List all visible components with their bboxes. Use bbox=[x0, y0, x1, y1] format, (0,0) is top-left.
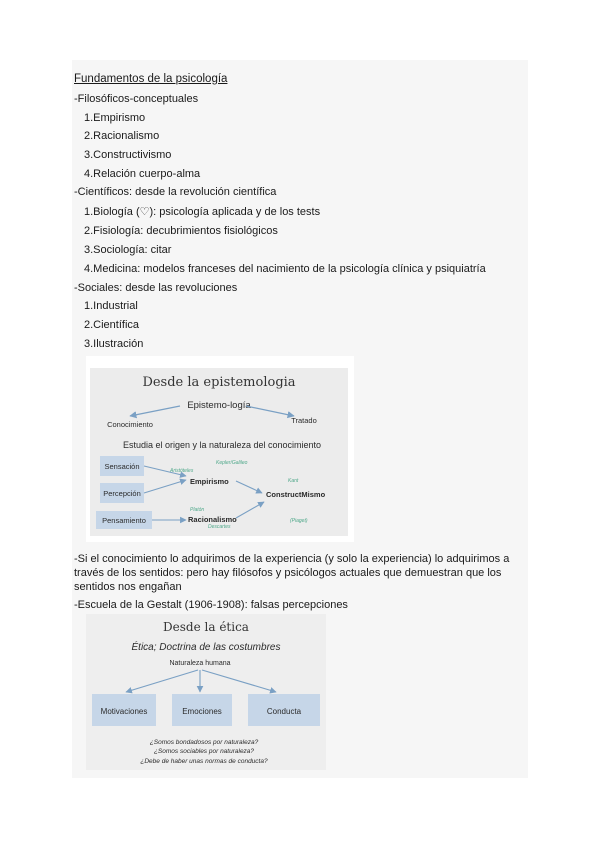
list-item: 4.Relación cuerpo-alma bbox=[84, 168, 201, 180]
list-item: 3.Constructivismo bbox=[84, 149, 172, 161]
box-percepcion-label: Percepción bbox=[103, 489, 141, 498]
figure2-title: Desde la ética bbox=[163, 620, 249, 634]
list-item: 1.Industrial bbox=[84, 300, 138, 312]
figure2-subtitle: Ética; Doctrina de las costumbres bbox=[131, 642, 281, 653]
list-item: 3.Sociología: citar bbox=[84, 244, 172, 256]
doc-title: Fundamentos de la psicología bbox=[74, 73, 228, 85]
note-kant: Kant bbox=[288, 478, 299, 484]
paragraph-gestalt: -Escuela de la Gestalt (1906-1908): falsas percepciones bbox=[74, 599, 348, 611]
section-heading-cientificos: -Científicos: desde la revolución científica bbox=[74, 186, 277, 198]
question-bondadosos: ¿Somos bondadosos por naturaleza? bbox=[149, 739, 259, 746]
node-racionalismo: Racionalismo bbox=[188, 515, 237, 524]
box-emociones-label: Emociones bbox=[182, 707, 222, 716]
epistemology-diagram bbox=[86, 356, 354, 542]
list-item: 4.Medicina: modelos franceses del nacimiento de la psicología clínica y psiquiatría bbox=[84, 263, 486, 275]
node-empirismo: Empirismo bbox=[190, 477, 229, 486]
figure2-center: Naturaleza humana bbox=[169, 660, 231, 667]
list-item: 2.Científica bbox=[84, 319, 140, 331]
box-sensacion-label: Sensación bbox=[104, 462, 140, 471]
figure1-title: Desde la epistemologia bbox=[142, 375, 296, 390]
list-item: 1.Biología (♡): psicología aplicada y de los tests bbox=[84, 206, 321, 218]
question-sociables: ¿Somos sociables por naturaleza? bbox=[153, 748, 255, 755]
note-kepler: Kepler/Galileo bbox=[216, 460, 248, 466]
section-heading-filosoficos: -Filosóficos-conceptuales bbox=[74, 93, 199, 105]
note-platon: Platón bbox=[190, 507, 205, 513]
note-aristoteles: Aristóteles bbox=[170, 468, 194, 474]
note-descartes: Descartes bbox=[208, 524, 231, 530]
node-constructivismo: ConstructMismo bbox=[266, 490, 326, 499]
figure1-center: Epistemo-logía bbox=[187, 400, 251, 411]
question-normas: ¿Debe de haber unas normas de conducta? bbox=[140, 758, 268, 765]
list-item: 2.Fisiología: decubrimientos fisiológicos bbox=[84, 225, 278, 237]
section-heading-sociales: -Sociales: desde las revoluciones bbox=[74, 282, 238, 294]
figure1-subtitle: Estudia el origen y la naturaleza del conocimiento bbox=[122, 440, 322, 450]
list-item: 2.Racionalismo bbox=[84, 130, 160, 142]
ethics-diagram bbox=[86, 614, 326, 770]
note-piaget: (Piaget) bbox=[290, 518, 308, 524]
figure1-right: Tratado bbox=[291, 416, 317, 425]
box-pensamiento-label: Pensamiento bbox=[102, 516, 146, 525]
list-item: 3.Ilustración bbox=[84, 338, 144, 350]
box-conducta-label: Conducta bbox=[266, 707, 302, 716]
paragraph-experiencia: -Si el conocimiento lo adquirimos de la experiencia (y solo la experiencia) lo adquirimos a través de los sentidos: pero hay filósofos y psicólogos actuales que demuestran que los sentidos nos engañan bbox=[74, 553, 510, 593]
figure1-left: Conocimiento bbox=[107, 420, 153, 429]
list-item: 1.Empirismo bbox=[84, 112, 146, 124]
box-motivaciones-label: Motivaciones bbox=[100, 707, 148, 716]
